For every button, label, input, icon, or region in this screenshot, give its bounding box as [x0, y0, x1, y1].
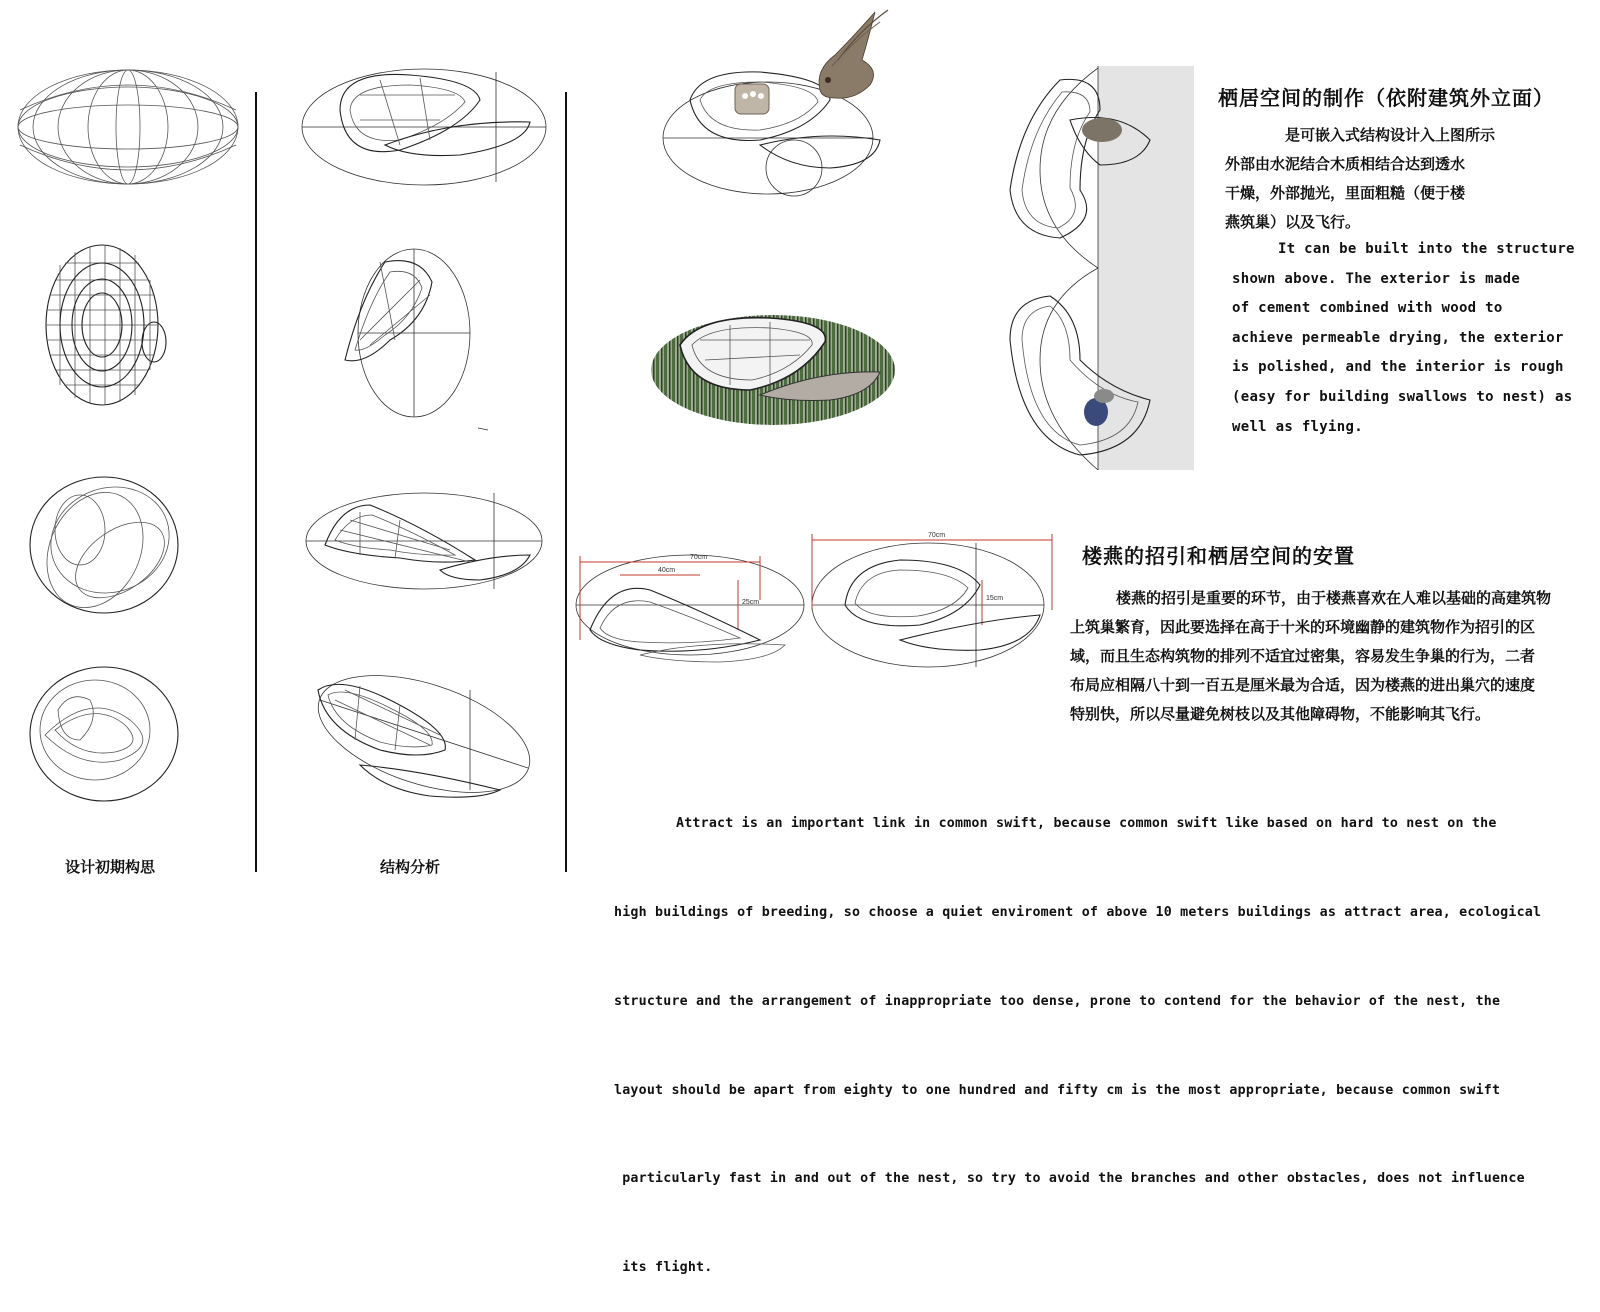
- zh-line: 外部由水泥结合木质相结合达到透水: [1225, 155, 1466, 173]
- en-line: well as flying.: [1232, 418, 1363, 435]
- heading-section-1: 栖居空间的制作（依附建筑外立面）: [1218, 86, 1554, 110]
- en-line: of cement combined with wood to: [1232, 300, 1503, 317]
- en-line: is polished, and the interior is rough: [1232, 359, 1564, 376]
- heading-section-2: 楼燕的招引和栖居空间的安置: [1082, 544, 1355, 568]
- section-2-en-text: [614, 750, 1600, 1312]
- dim-label-e: 15cm: [986, 595, 1004, 602]
- en-line: layout should be apart from eighty to one hundred and fifty cm is the most appropriate, because common swift: [614, 1082, 1501, 1098]
- zh-line: 燕筑巢）以及飞行。: [1225, 213, 1361, 231]
- en-line: achieve permeable drying, the exterior: [1232, 329, 1564, 346]
- zh-line: 域，而且生态构筑物的排列不适宜过密集，容易发生争巢的行为，二者: [1070, 647, 1536, 665]
- section-2-zh-text: [1070, 584, 1598, 729]
- zh-line: 特别快，所以尽量避免树枝以及其他障碍物，不能影响其飞行。: [1070, 705, 1491, 723]
- zh-line: 干燥，外部抛光，里面粗糙（便于楼: [1225, 184, 1466, 202]
- zh-line: 上筑巢繁育，因此要选择在高于十米的环境幽静的建筑物作为招引的区: [1070, 618, 1536, 636]
- caption-structure: 结构分析: [379, 858, 440, 876]
- dim-label-a: 70cm: [690, 554, 708, 561]
- zh-line: 是可嵌入式结构设计入上图所示: [1285, 126, 1496, 144]
- dimension-diagram-left: [576, 554, 804, 662]
- dim-label-b: 40cm: [658, 567, 676, 574]
- en-line: Attract is an important link in common swift, because common swift like based on hard to nest on the: [676, 816, 1497, 832]
- en-line: structure and the arrangement of inappropriate too dense, prone to contend for the behavior of the nest, the: [614, 993, 1501, 1009]
- en-line: high buildings of breeding, so choose a quiet enviroment of above 10 meters buildings as attract area, ecological: [614, 904, 1542, 920]
- dim-label-d: 70cm: [928, 532, 946, 539]
- zh-line: 楼燕的招引是重要的环节，由于楼燕喜欢在人难以基础的高建筑物: [1116, 589, 1552, 607]
- en-line: particularly fast in and out of the nest, so try to avoid the branches and other obstacles, does not influence: [614, 1171, 1525, 1187]
- caption-concept: 设计初期构思: [64, 858, 155, 876]
- dimension-diagram-right: [812, 532, 1052, 667]
- dim-label-c: 25cm: [742, 599, 760, 606]
- zh-line: 布局应相隔八十到一百五是厘米最为合适，因为楼燕的进出巢穴的速度: [1070, 676, 1536, 694]
- en-line: It can be built into the structure: [1278, 241, 1575, 257]
- en-line: shown above. The exterior is made: [1232, 270, 1521, 287]
- en-line: (easy for building swallows to nest) as: [1232, 388, 1573, 405]
- en-line: its flight.: [614, 1260, 713, 1276]
